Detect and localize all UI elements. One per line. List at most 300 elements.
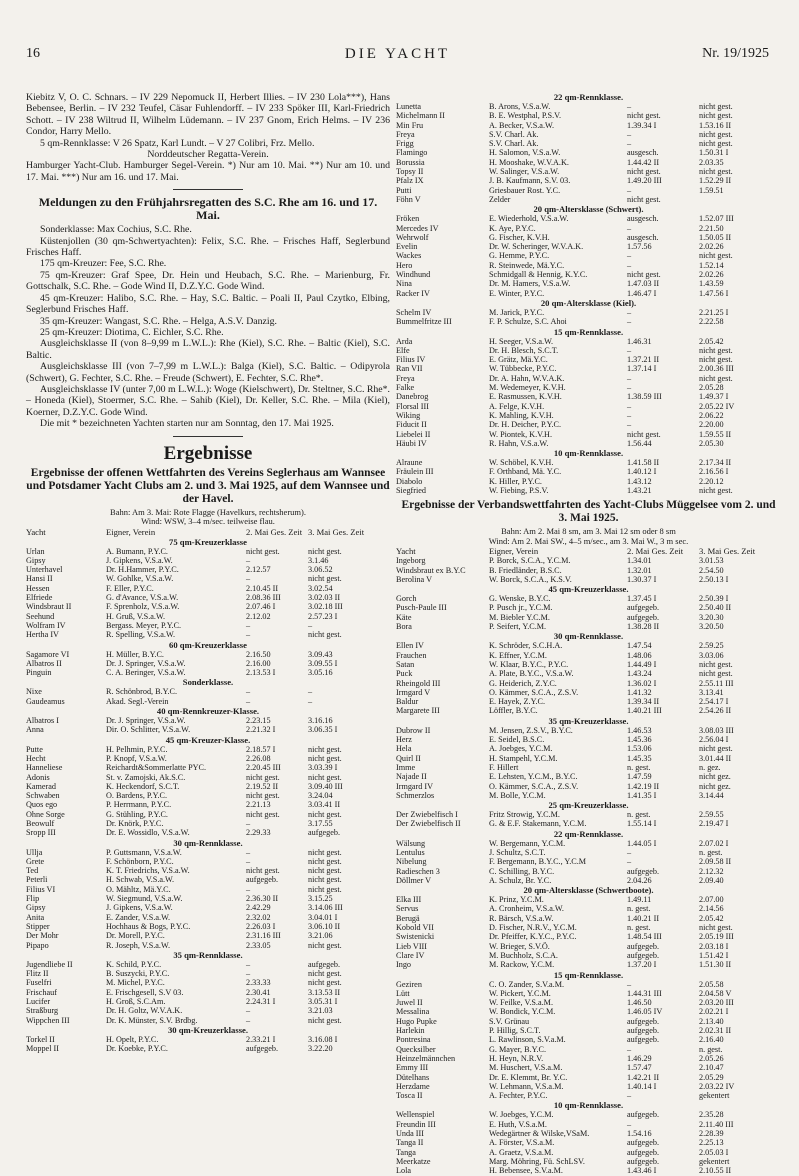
owner-club: A. Schulz, Br. Y.C. bbox=[489, 875, 552, 885]
time-day2: nicht gest. bbox=[308, 630, 342, 640]
table-row bbox=[396, 374, 781, 383]
time-day2: 2.19.47 I bbox=[699, 819, 729, 829]
time-day2: 3.13.41 bbox=[699, 687, 724, 697]
owner-club: F. Sprenholz, V.S.a.W. bbox=[106, 602, 180, 612]
class-heading: 45 qm-Kreuzer-Klasse. bbox=[165, 734, 251, 745]
owner-club: W. Lehmann, V.S.a.M. bbox=[489, 1081, 564, 1091]
table-row bbox=[396, 383, 781, 392]
time-day2: 1.52.07 III bbox=[699, 214, 734, 224]
table-row bbox=[26, 875, 390, 884]
table-row bbox=[396, 242, 781, 251]
time-day1: aufgegeb. bbox=[627, 866, 660, 876]
owner-club: M. Rackow, Y.C.M. bbox=[489, 960, 555, 970]
time-day2: nicht gest. bbox=[699, 129, 733, 139]
time-day2: 2.05.30 bbox=[699, 438, 724, 448]
time-day2: 2.02.26 bbox=[699, 270, 724, 280]
yacht-name: Moppel II bbox=[26, 1044, 59, 1054]
time-day2: n. gest. bbox=[699, 848, 723, 857]
time-day1: – bbox=[246, 847, 251, 857]
time-day1: nicht gest. bbox=[627, 429, 661, 439]
ergebnisse-heading: Ergebnisse bbox=[163, 442, 253, 464]
owner-club: Dr. E. Wossidlo, V.S.a.W. bbox=[106, 828, 190, 838]
time-day1: 2.26.08 bbox=[246, 753, 271, 763]
time-day1: 1.40.21 III bbox=[627, 706, 662, 716]
yacht-name: Wippchen III bbox=[26, 1015, 70, 1025]
owner-club: F. Eller, P.Y.C. bbox=[106, 583, 154, 593]
yacht-name: Lunetta bbox=[396, 102, 422, 111]
time-day1: nicht gest. bbox=[246, 791, 280, 801]
time-day1: – bbox=[627, 129, 632, 139]
time-day2: 2.28.39 bbox=[699, 1129, 724, 1139]
yacht-name: Irmgard V bbox=[396, 687, 431, 697]
table-row bbox=[26, 969, 390, 978]
class-heading: 15 qm-Rennklasse. bbox=[553, 969, 624, 980]
time-day1: 2.13.53 I bbox=[246, 668, 276, 678]
table-row bbox=[26, 1006, 390, 1015]
owner-club: W. Bergemann, Y.C.M. bbox=[489, 838, 566, 848]
yacht-name: Windsbraut ex B.Y.C bbox=[396, 565, 466, 575]
owner-club: A. Plate, B.Y.C., V.S.a.W. bbox=[489, 669, 574, 679]
yacht-name: Racker IV bbox=[396, 288, 430, 298]
time-day1: aufgegeb. bbox=[627, 1110, 660, 1120]
time-day1: nicht gest. bbox=[246, 772, 280, 782]
table-row bbox=[26, 1035, 390, 1044]
owner-club: W. Gohlke, V.S.a.W. bbox=[106, 574, 174, 584]
wind-info: Wind: Am 2. Mai SW., 4–5 m/sec., am 3. Mai W., 3 m sec. bbox=[488, 535, 689, 546]
yacht-name: Albatros II bbox=[26, 658, 62, 668]
meldung-paragraph: Ausgleichsklasse III (von 7–7,99 m L.W.L.): Balga (Kiel), S.C. Baltic. – Odipyrola (Schwert), G. Fechter, S.C. Rhe. – Freude (Schwert), E. Fechter, S.C. Rhe*. bbox=[26, 361, 390, 384]
table-row bbox=[396, 1110, 781, 1119]
time-day2: – bbox=[308, 687, 313, 697]
time-day2: 2.02.26 bbox=[699, 242, 724, 252]
time-day2: 2.02.31 II bbox=[699, 1026, 732, 1036]
owner-club: St. v. Zamojski, Ak.S.C. bbox=[106, 772, 186, 782]
yacht-name: Anita bbox=[26, 912, 45, 922]
owner-club: H. Pelhmin, P.Y.C. bbox=[106, 744, 168, 754]
owner-club: S.V. Grünau bbox=[489, 1016, 530, 1026]
time-day1: 2.33.05 bbox=[246, 940, 271, 950]
class-heading: 10 qm-Rennklasse. bbox=[553, 1100, 624, 1111]
yacht-name: Filius VI bbox=[26, 884, 56, 894]
table-row bbox=[396, 782, 781, 791]
table-row bbox=[26, 687, 390, 696]
yacht-name: Liebelei II bbox=[396, 429, 431, 439]
time-day1: 2.20.45 III bbox=[246, 763, 281, 773]
owner-club: P. Guttsmann, V.S.a.W. bbox=[106, 847, 182, 857]
owner-club: Schmidgall & Hennig, K.Y.C. bbox=[489, 270, 588, 280]
yacht-name: Flip bbox=[26, 894, 40, 904]
yacht-name: Elfriede bbox=[26, 593, 53, 603]
time-day1: nicht gest. bbox=[246, 866, 280, 876]
time-day1: 1.44.31 III bbox=[627, 988, 662, 998]
table-header bbox=[396, 546, 781, 556]
yacht-name: Wiking bbox=[396, 410, 421, 420]
yacht-name: Käte bbox=[396, 612, 412, 622]
time-day2: 3.22.20 bbox=[308, 1044, 333, 1054]
time-day2: 3.21.06 bbox=[308, 931, 333, 941]
yacht-name: Freundin III bbox=[396, 1119, 436, 1129]
time-day2: 1.49.37 I bbox=[699, 392, 729, 402]
meldung-paragraph: Ausgleichsklasse IV (unter 7,00 m L.W.L.): Woge (Kielschwert), Dr. Steltner, S.C. Rhe*. – Honeda (Kiel), Stoermer, S.C. Rhe. – Sahib (Kiel), Dr. Keller, S.C. Rhe. – Mila (Kiel), Koerner, D.Z.Y.C. Gode Wind. bbox=[26, 383, 390, 418]
table-row bbox=[396, 857, 781, 866]
table-row bbox=[396, 1157, 781, 1166]
time-day1: – bbox=[627, 102, 632, 111]
owner-club: K. Prinz, Y.C.M. bbox=[489, 895, 544, 905]
yacht-name: Albatros I bbox=[26, 716, 59, 726]
table-row bbox=[26, 1016, 390, 1025]
yacht-name: Radieschen 3 bbox=[396, 866, 440, 876]
time-day2: nicht gest. bbox=[308, 940, 342, 950]
yacht-name: Ingeborg bbox=[396, 556, 426, 566]
table-row bbox=[396, 951, 781, 960]
time-day2: 2.54.26 II bbox=[699, 706, 732, 716]
table-row bbox=[26, 782, 390, 791]
owner-club: P. Seifert, Y.C.M. bbox=[489, 622, 547, 632]
owner-club: Dr. A. Hahn, W.V.A.K. bbox=[489, 373, 565, 383]
owner-club: W. Siegmund, V.S.a.W. bbox=[106, 894, 183, 904]
time-day2: nicht gest. bbox=[699, 345, 733, 355]
time-day2: 2.54.17 I bbox=[699, 697, 729, 707]
time-day2: nicht gest. bbox=[699, 485, 733, 495]
owner-club: Wedegärtner & Wilske,VSaM. bbox=[489, 1129, 590, 1139]
table-row bbox=[396, 355, 781, 364]
time-day2: 2.03.35 bbox=[699, 157, 724, 167]
time-day2: 3.14.06 III bbox=[308, 903, 343, 913]
time-day1: – bbox=[246, 620, 251, 630]
time-day2: 1.53.16 II bbox=[699, 120, 732, 130]
time-day1: aufgegeb. bbox=[627, 941, 660, 951]
time-day2: 3.06.35 I bbox=[308, 725, 338, 735]
time-day1: aufgegeb. bbox=[246, 1044, 279, 1054]
yacht-name: Borussia bbox=[396, 157, 425, 167]
yacht-name: Topsy II bbox=[396, 167, 424, 177]
verband-title: Ergebnisse der Verbandswettfahrten des Yacht-Clubs Müggelsee vom 2. und 3. Mai 1925. bbox=[401, 499, 776, 525]
table-row bbox=[396, 251, 781, 260]
time-day1: ausgesch. bbox=[627, 214, 659, 224]
yacht-name: Gipsy bbox=[26, 903, 46, 913]
yacht-name: Nina bbox=[396, 279, 412, 289]
time-day2: nicht gest. bbox=[699, 111, 733, 121]
table-row bbox=[396, 772, 781, 781]
owner-club: M. Wedemeyer, K.V.H. bbox=[489, 383, 566, 393]
owner-club: O. Bardens, P.Y.C. bbox=[106, 791, 168, 801]
time-day1: 2.24.31 I bbox=[246, 997, 276, 1007]
meldung-paragraph: Ausgleichsklasse II (von 8–9,99 m L.W.L.): Rhe (Kiel), S.C. Rhe. – Baltic (Kiel), S.C. Baltic. bbox=[26, 338, 390, 361]
time-day1: 1.45.36 bbox=[627, 735, 652, 745]
yacht-name: Gipsy bbox=[26, 555, 46, 565]
time-day2: 1.59.51 bbox=[699, 185, 724, 195]
time-day1: – bbox=[246, 630, 251, 640]
time-day1: – bbox=[627, 979, 632, 989]
table-row bbox=[396, 566, 781, 575]
yacht-name: Swistenicki bbox=[396, 932, 435, 942]
time-day2: 3.03.39 I bbox=[308, 763, 338, 773]
time-day1: – bbox=[627, 223, 632, 233]
yacht-name: Margarete III bbox=[396, 706, 440, 716]
yacht-name: Wälsung bbox=[396, 838, 426, 848]
time-day2: aufgegeb. bbox=[308, 959, 341, 969]
time-day1: – bbox=[627, 1044, 632, 1054]
table-row bbox=[396, 1166, 781, 1175]
table-row bbox=[26, 612, 390, 621]
right-column bbox=[396, 92, 781, 1176]
time-day1: – bbox=[627, 420, 632, 430]
yacht-name: Fiducit II bbox=[396, 420, 427, 430]
owner-club: Marg. Möhring, Fü. SchLSV. bbox=[489, 1156, 585, 1166]
owner-club: W. Piontek, K.V.H. bbox=[489, 429, 553, 439]
time-day2: 2.09.58 II bbox=[699, 857, 732, 867]
owner-club: K. Schild, P.Y.C. bbox=[106, 959, 162, 969]
table-row bbox=[396, 679, 781, 688]
time-day2: n. gest. bbox=[699, 1044, 723, 1054]
time-day1: 2.12.02 bbox=[246, 611, 271, 621]
table-row bbox=[396, 594, 781, 603]
time-day2 bbox=[699, 195, 781, 204]
time-day2: nicht gest. bbox=[308, 875, 342, 885]
table-row bbox=[396, 402, 781, 411]
table-row bbox=[396, 791, 781, 800]
notes-paragraph: Hamburger Yacht-Club. Hamburger Segel-Verein. *) Nur am 10. Mai. **) Nur am 10. und 17. Mai. ***) Nur am 16. und 17. Mai. bbox=[26, 160, 390, 183]
owner-club: M. Huschert, V.S.a.M. bbox=[489, 1063, 563, 1073]
class-heading: 20 qm-Altersklasse (Schwert). bbox=[533, 204, 644, 215]
time-day2: 3.24.04 bbox=[308, 791, 333, 801]
owner-club: O. Mähltz, Mä.Y.C. bbox=[106, 884, 171, 894]
time-day1: – bbox=[627, 848, 632, 857]
table-header bbox=[26, 527, 390, 537]
yacht-name: Meerkatze bbox=[396, 1156, 431, 1166]
table-row bbox=[26, 547, 390, 556]
table-row bbox=[396, 556, 781, 565]
table-row bbox=[396, 158, 781, 167]
table-row bbox=[396, 308, 781, 317]
time-day2: nicht gest. bbox=[308, 574, 342, 584]
yacht-name: Schwaben bbox=[26, 791, 60, 801]
yacht-name: Fröken bbox=[396, 214, 420, 224]
table-row bbox=[396, 932, 781, 941]
table-row bbox=[26, 819, 390, 828]
time-day2: 2.50.13 I bbox=[699, 574, 729, 584]
intro-paragraph: 5 qm-Rennklasse: V 26 Spatz, Karl Lundt. – V 27 Colibri, Frz. Mello. bbox=[40, 137, 315, 149]
time-day2: 1.52.29 II bbox=[699, 176, 732, 186]
yacht-name: Hugo Pupke bbox=[396, 1016, 437, 1026]
table-row bbox=[396, 989, 781, 998]
table-row bbox=[396, 337, 781, 346]
table-row bbox=[396, 167, 781, 176]
yacht-name: Quos ego bbox=[26, 800, 58, 810]
yacht-name: Wolfram IV bbox=[26, 620, 66, 630]
table-row bbox=[26, 988, 390, 997]
table-row bbox=[396, 1120, 781, 1129]
owner-club: F. Schönborn, P.Y.C. bbox=[106, 856, 174, 866]
yacht-name: Tosca II bbox=[396, 1091, 423, 1101]
table-row bbox=[396, 669, 781, 678]
yacht-name: Gaudeamus bbox=[26, 696, 65, 706]
owner-club: Dr. H. Blesch, S.C.T. bbox=[489, 345, 559, 355]
table-row bbox=[26, 716, 390, 725]
owner-club: Dr. H. Goltz, W.V.A.K. bbox=[106, 1006, 183, 1016]
owner-club: Dr. E. Klemmt, Br. Y.C. bbox=[489, 1072, 568, 1082]
yacht-name: Siegfried bbox=[396, 485, 427, 495]
yacht-name: Häubi IV bbox=[396, 438, 427, 448]
yacht-name: Ullja bbox=[26, 847, 43, 857]
time-day2: nicht gest. bbox=[699, 355, 733, 365]
col-owner: Eigner, Verein bbox=[106, 526, 156, 537]
class-heading: 20 qm-Altersklasse (Kiel). bbox=[540, 297, 637, 308]
yacht-name: Unda III bbox=[396, 1129, 424, 1139]
table-row bbox=[396, 176, 781, 185]
time-day2: 2.11.40 III bbox=[699, 1119, 734, 1129]
time-day1: 1.48.06 bbox=[627, 650, 652, 660]
owner-club: R. Spelling, V.S.a.W. bbox=[106, 630, 175, 640]
owner-club: A. Joebges, Y.C.M. bbox=[489, 744, 553, 754]
yacht-name: Messalina bbox=[396, 1007, 430, 1017]
class-heading: 45 qm-Kreuzerklasse. bbox=[548, 584, 629, 595]
owner-club: M. Biebler Y.C.M. bbox=[489, 612, 550, 622]
time-day2: 2.12.32 bbox=[699, 866, 724, 876]
time-day1: 1.39.34 I bbox=[627, 120, 657, 130]
owner-club: Griesbauer Rost. Y.C. bbox=[489, 185, 561, 195]
table-row bbox=[26, 922, 390, 931]
yacht-name: Sropp III bbox=[26, 828, 56, 838]
results-table-left bbox=[26, 537, 390, 1054]
owner-club: B. Arons, V.S.a.W. bbox=[489, 102, 551, 111]
table-row bbox=[396, 233, 781, 242]
owner-club: H. Seeger, V.S.a.W. bbox=[489, 336, 554, 346]
col-day1: 2. Mai Ges. Zeit bbox=[627, 546, 684, 557]
table-row bbox=[396, 1138, 781, 1147]
left-column bbox=[26, 92, 390, 1127]
time-day2: 2.59.25 bbox=[699, 641, 724, 651]
owner-club: R. Joseph, V.S.a.W. bbox=[106, 940, 170, 950]
table-row bbox=[396, 214, 781, 223]
class-heading: 20 qm-Altersklasse (Schwertboote). bbox=[523, 885, 654, 896]
yacht-name: Gorch bbox=[396, 594, 417, 604]
owner-club: J. Gipkens, V.S.a.W. bbox=[106, 555, 173, 565]
owner-club: Dr. J. Springer, V.S.a.W. bbox=[106, 658, 186, 668]
time-day2: nicht gest. bbox=[308, 978, 342, 988]
owner-club: Dr. K. Münster, S.V. Brdbg. bbox=[106, 1015, 198, 1025]
time-day2: 3.05.16 bbox=[308, 668, 333, 678]
yacht-name: Hessen bbox=[26, 583, 50, 593]
time-day2: 2.09.40 bbox=[699, 875, 724, 885]
yacht-name: Wellenspiel bbox=[396, 1110, 435, 1120]
yacht-name: Florsal III bbox=[396, 401, 429, 411]
table-row bbox=[26, 960, 390, 969]
table-row bbox=[396, 439, 781, 448]
yacht-name: Hertha IV bbox=[26, 630, 59, 640]
table-row bbox=[26, 997, 390, 1006]
table-row bbox=[396, 660, 781, 669]
time-day2: 2.05.28 bbox=[699, 383, 724, 393]
yacht-name: Danebrog bbox=[396, 392, 429, 402]
yacht-name: Satan bbox=[396, 659, 415, 669]
time-day2: nicht gest. bbox=[308, 546, 342, 556]
meldungen-title: Meldungen zu den Frühjahrsregatten des S.C. Rhe am 16. und 17. Mai. bbox=[38, 195, 378, 223]
table-row bbox=[26, 659, 390, 668]
time-day1: 2.21.32 I bbox=[246, 725, 276, 735]
table-row bbox=[26, 763, 390, 772]
table-row bbox=[26, 630, 390, 639]
owner-club: G. & E.F. Stakemann, Y.C.M. bbox=[489, 819, 587, 829]
owner-club: M. Jensen, Z.S.V., B.Y.C. bbox=[489, 725, 573, 735]
wind-info: Wind: WSW, 3–4 m/sec. teilweise flau. bbox=[141, 516, 275, 527]
table-row bbox=[396, 270, 781, 279]
owner-club: K. Heckendorf, S.C.T. bbox=[106, 781, 180, 791]
table-row bbox=[396, 458, 781, 467]
meldung-paragraph: Die mit * bezeichneten Yachten starten nur am Sonntag, den 17. Mai 1925. bbox=[40, 418, 334, 430]
owner-club: F. Hillert bbox=[489, 762, 519, 772]
yacht-name: Baldur bbox=[396, 697, 419, 707]
yacht-name: Windhund bbox=[396, 270, 431, 280]
time-day1: 1.53.06 bbox=[627, 744, 652, 754]
time-day1: – bbox=[246, 884, 251, 894]
page-header bbox=[26, 46, 769, 66]
class-heading: 10 qm-Rennklasse. bbox=[553, 448, 624, 459]
yacht-name: Kobold VII bbox=[396, 923, 434, 933]
time-day1: – bbox=[246, 555, 251, 565]
owner-club: M. Michel, P.Y.C. bbox=[106, 978, 165, 988]
time-day1: nicht gest. bbox=[246, 546, 280, 556]
time-day2: 2.05.29 bbox=[699, 1072, 724, 1082]
table-row bbox=[396, 139, 781, 148]
owner-club: P. Borck, S.C.A., Y.C.M. bbox=[489, 556, 571, 566]
table-row bbox=[396, 224, 781, 233]
owner-club: A. Fechter, P.Y.C. bbox=[489, 1091, 548, 1101]
owner-club: R. Schönbrod, B.Y.C. bbox=[106, 687, 178, 697]
owner-club: S.V. Charl. Ak. bbox=[489, 139, 539, 149]
time-day1: – bbox=[627, 410, 632, 420]
table-row bbox=[396, 697, 781, 706]
time-day1: 2.21.13 bbox=[246, 800, 271, 810]
yacht-name: Michelmann II bbox=[396, 111, 445, 121]
yacht-name: Bummelfritze III bbox=[396, 317, 452, 327]
yacht-name: Pontresina bbox=[396, 1035, 431, 1045]
yacht-name: Der Zwiebelfisch I bbox=[396, 810, 458, 820]
time-day1: – bbox=[246, 574, 251, 584]
time-day1: aufgegeb. bbox=[627, 1035, 660, 1045]
meldung-paragraph: 175 qm-Kreuzer: Fee, S.C. Rhe. bbox=[40, 258, 167, 270]
table-row bbox=[26, 697, 390, 706]
owner-club: P. Knopf, V.S.a.W. bbox=[106, 753, 167, 763]
time-day1: – bbox=[246, 1015, 251, 1025]
time-day1: 1.47.54 bbox=[627, 641, 652, 651]
owner-club: W. Fiebing, P.S.V. bbox=[489, 485, 549, 495]
owner-club: K. Mahling, K.V.H. bbox=[489, 410, 554, 420]
time-day1: aufgegeb. bbox=[627, 950, 660, 960]
time-day2: 3.09.43 bbox=[308, 649, 333, 659]
time-day1: aufgegeb. bbox=[627, 603, 660, 613]
table-row bbox=[396, 121, 781, 130]
time-day2: 3.06.52 bbox=[308, 565, 333, 575]
yacht-name: Berugä bbox=[396, 913, 420, 923]
table-row bbox=[396, 904, 781, 913]
owner-club: E. Hayek, Z.Y.C. bbox=[489, 697, 546, 707]
time-day1: 1.43.21 bbox=[627, 485, 652, 495]
time-day1: 1.46.47 I bbox=[627, 288, 657, 298]
results-table-right bbox=[396, 92, 781, 495]
yacht-name: Döllmer V bbox=[396, 875, 432, 885]
table-row bbox=[26, 668, 390, 677]
table-row bbox=[26, 931, 390, 940]
owner-club: E. Seidel, B.S.C. bbox=[489, 735, 545, 745]
yacht-name: Arda bbox=[396, 336, 413, 346]
time-day2: 2.07.00 bbox=[699, 895, 724, 905]
owner-club: R. Hahn, V.S.a.W. bbox=[489, 438, 549, 448]
time-day1: 2.26.03 I bbox=[246, 921, 276, 931]
owner-club: K. Effner, Y.C.M. bbox=[489, 650, 547, 660]
owner-club: P. Pusch jr., Y.C.M. bbox=[489, 603, 553, 613]
owner-club: F. P. Schulze, S.C. Ahoi bbox=[489, 317, 567, 327]
